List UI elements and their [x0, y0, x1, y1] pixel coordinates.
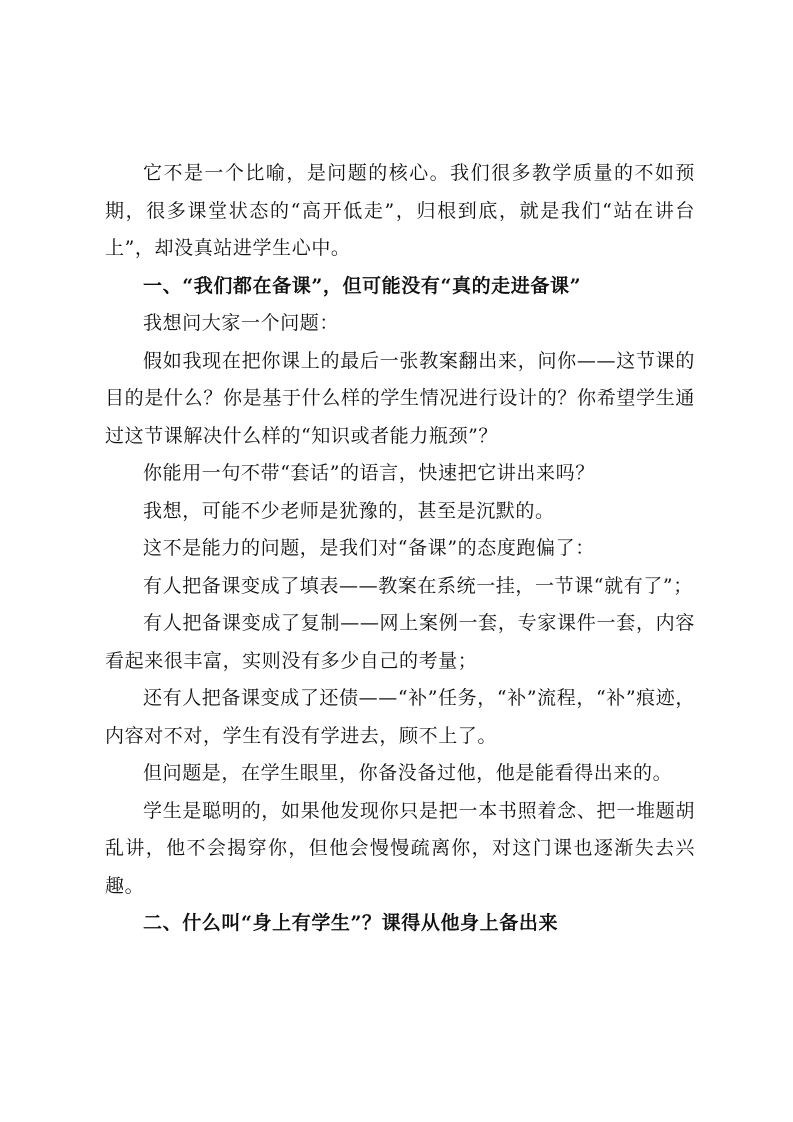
section-heading-1: 一、“我们都在备课”，但可能没有“真的走进备课”: [143, 274, 582, 297]
document-body: [105, 155, 695, 943]
paragraph-debt: 还有人把备课变成了还债——“补”任务，“补”流程，“补”痕迹，内容对不对，学生有没有学进去，顾不上了。: [105, 687, 695, 747]
paragraph-students-smart: 学生是聪明的，如果他发现你只是把一本书照着念、把一堆题胡乱讲，他不会揭穿你，但他会慢慢疏离你，对这门课也逐渐失去兴趣。: [105, 799, 695, 897]
paragraph-ask: 你能用一句不带“套话”的语言，快速把它讲出来吗？: [143, 462, 595, 484]
paragraph-intro: 它不是一个比喻，是问题的核心。我们很多教学质量的不如预期，很多课堂状态的“高开低走”，归根到底，就是我们“站在讲台上”，却没真站进学生心中。: [105, 162, 695, 259]
section-heading-2: 二、什么叫“身上有学生”？课得从他身上备出来: [143, 912, 559, 934]
paragraph-question: 假如我现在把你课上的最后一张教案翻出来，问你——这节课的目的是什么？你是基于什么样的学生情况进行设计的？你希望学生通过这节课解决什么样的“知识或者能力瓶颈”？: [105, 349, 695, 447]
paragraph-form-filling: 有人把备课变成了填表——教案在系统一挂，一节课“就有了”；: [143, 574, 693, 597]
paragraph-question-intro: 我想问大家一个问题：: [143, 312, 340, 334]
paragraph-hesitate: 我想，可能不少老师是犹豫的，甚至是沉默的。: [143, 499, 555, 522]
paragraph-attitude: 这不是能力的问题，是我们对“备课”的态度跑偏了：: [143, 537, 595, 559]
paragraph-students-see: 但问题是，在学生眼里，你备没备过他，他是能看得出来的。: [143, 762, 673, 784]
paragraph-copying: 有人把备课变成了复制——网上案例一套，专家课件一套，内容看起来很丰富，实则没有多少自己的考量；: [105, 612, 695, 672]
